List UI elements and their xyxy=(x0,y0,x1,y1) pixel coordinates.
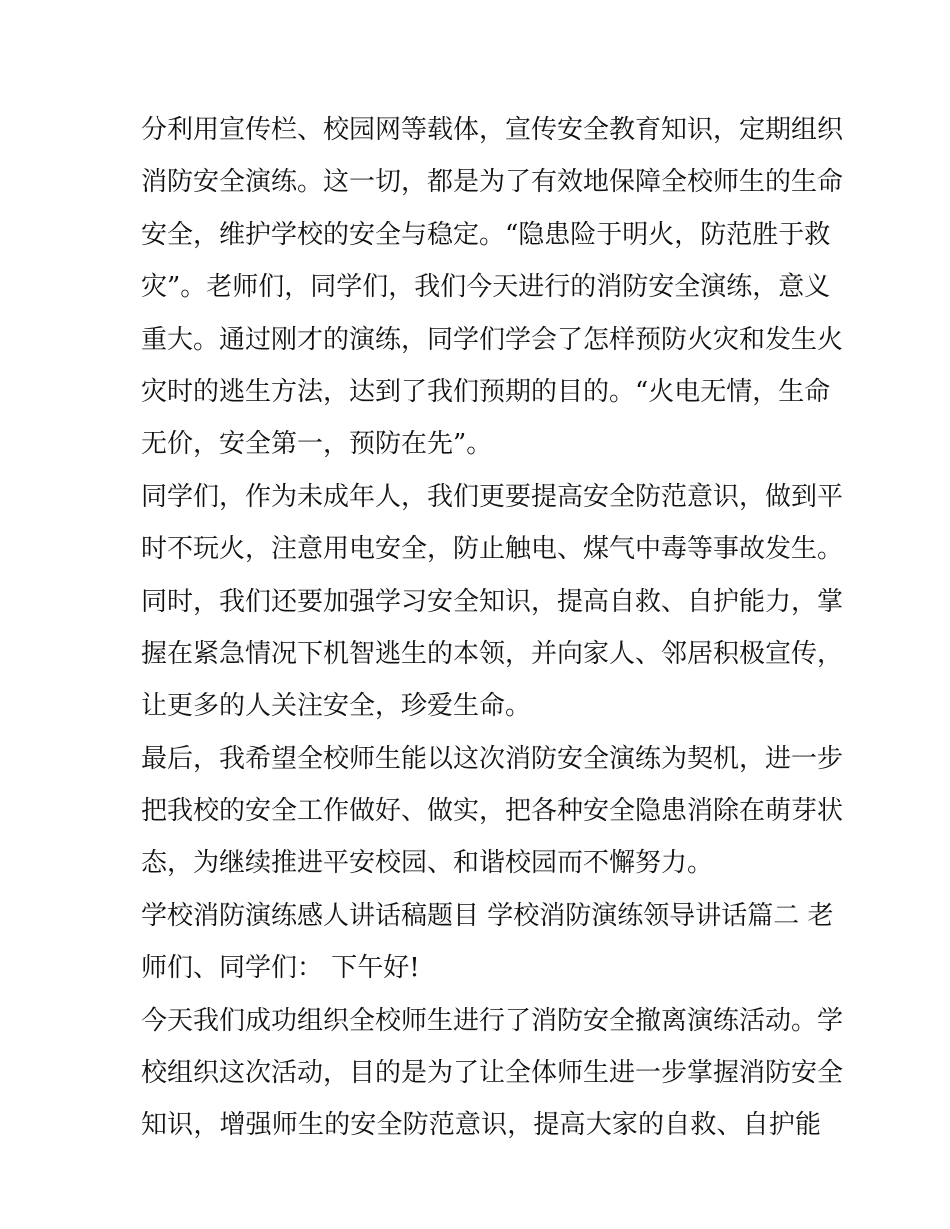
text-line: 同学们，作为未成年人，我们更要提高安全防范意识，做到平 xyxy=(141,481,844,512)
text-line: 最后，我希望全校师生能以这次消防安全演练为契机，进一步 xyxy=(141,743,844,774)
text-line: 校组织这次活动，目的是为了让全体师生进一步掌握消防安全 xyxy=(141,1058,844,1089)
text-line: 把我校的安全工作做好、做实，把各种安全隐患消除在萌芽状 xyxy=(141,796,844,827)
text-line: 学校消防演练感人讲话稿题目 学校消防演练领导讲话篇二 老 xyxy=(141,900,834,931)
text-line: 同时，我们还要加强学习安全知识，提高自救、自护能力，掌 xyxy=(141,586,844,617)
text-line: 分利用宣传栏、校园网等载体，宣传安全教育知识，定期组织 xyxy=(141,115,844,145)
text-line: 态，为继续推进平安校园、和谐校园而不懈努力。 xyxy=(141,848,714,879)
text-line: 安全，维护学校的安全与稳定。“隐患险于明火，防范胜于救 xyxy=(141,219,831,250)
text-line: 时不玩火，注意用电安全，防止触电、煤气中毒等事故发生。 xyxy=(141,534,844,565)
text-line: 灾时的逃生方法，达到了我们预期的目的。“火电无情，生命 xyxy=(141,376,831,407)
text-line: 知识，增强师生的安全防范意识，提高大家的自救、自护能 xyxy=(141,1110,821,1141)
text-line: 灾”。老师们，同学们，我们今天进行的消防安全演练，意义 xyxy=(141,272,831,303)
document-body xyxy=(141,104,844,1152)
text-line: 让更多的人关注安全，珍爱生命。 xyxy=(141,691,532,722)
text-line: 无价，安全第一，预防在先”。 xyxy=(141,429,493,460)
text-line: 握在紧急情况下机智逃生的本领，并向家人、邻居积极宣传， xyxy=(141,638,844,669)
text-line: 重大。通过刚才的演练，同学们学会了怎样预防火灾和发生火 xyxy=(141,324,844,355)
text-line: 消防安全演练。这一切，都是为了有效地保障全校师生的生命 xyxy=(141,167,844,198)
text-line: 今天我们成功组织全校师生进行了消防安全撤离演练活动。学 xyxy=(141,1005,844,1036)
text-line: 师们、同学们： 下午好! xyxy=(141,953,420,984)
